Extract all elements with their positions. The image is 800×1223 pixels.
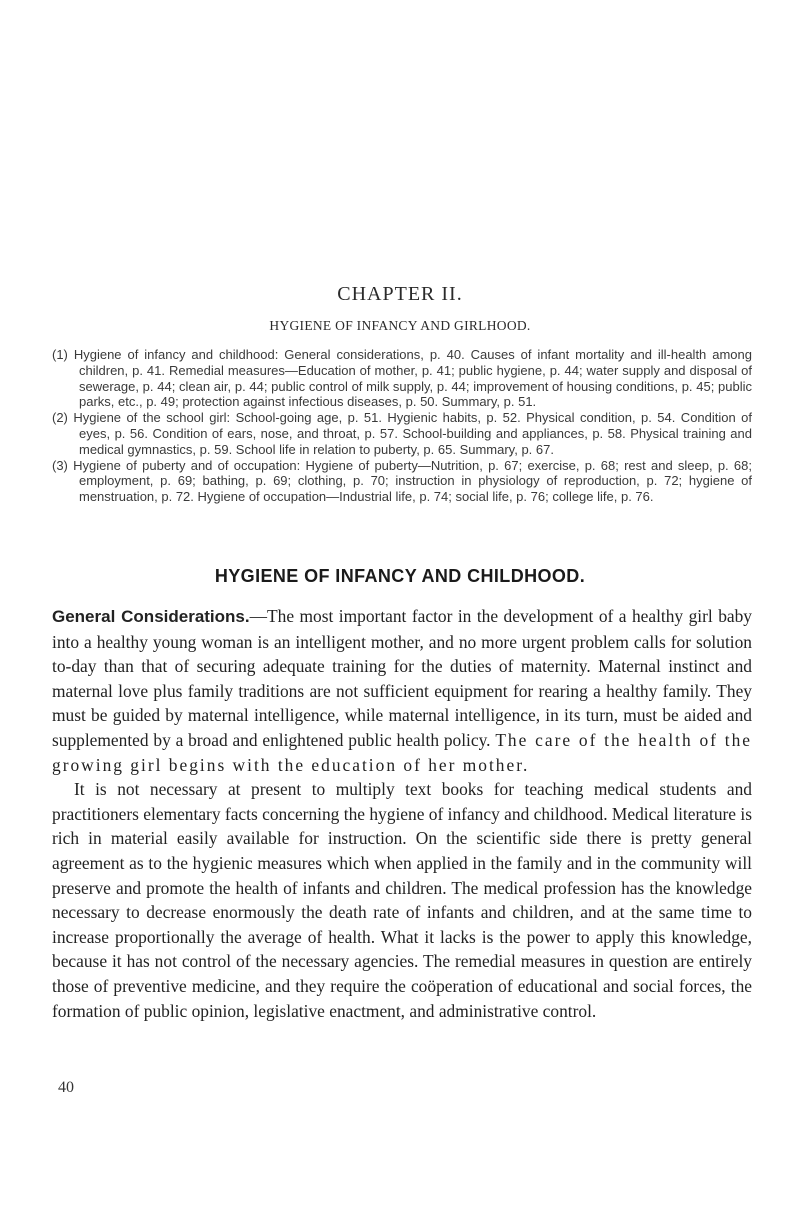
synopsis-item: [52, 458, 752, 505]
synopsis-text: Hygiene of puberty and of occupation: Hygiene of puberty—Nutrition, p. 67; exercise, p. 68; rest and sleep, p. 68; employment, p. 69; bathing, p. 69; clothing, p. 70; instruction in physiology of reproduction, p. 72; hygiene of menstruation, p. 72. Hygiene of occupation—Industrial life, p. 74; social life, p. 76; college life, p. 76.: [73, 457, 752, 505]
synopsis-number: (1): [52, 347, 68, 362]
synopsis-number: (2): [52, 410, 68, 426]
body-text: [52, 604, 752, 1023]
synopsis-item: [52, 410, 752, 457]
page-number: 40: [58, 1079, 74, 1096]
paragraph: It is not necessary at present to multiply text books for teaching medical students and practitioners elementary facts concerning the hygiene of infancy and childhood. Medical literature is rich in material easily available for instruction. On the scientific side there is pretty general agreement as to the hygienic measures which when applied in the family and in the community will preserve and promote the health of infants and children. The medical profession has the knowledge necessary to decrease enormously the death rate of infants and children, and at the same time to increase proportionally the average of health. What it lacks is the power to apply this knowledge, because it has not control of the necessary agencies. The remedial measures in question are entirely those of preventive medicine, and they require the coöperation of educational and social forces, the formation of public opinion, legislative enactment, and administrative control.: [52, 779, 752, 1021]
emphasized-sentence: The care of the health of the growing girl begins with the education of her mother.: [52, 729, 753, 775]
synopsis-item: [52, 347, 752, 410]
synopsis-text: Hygiene of infancy and childhood: General considerations, p. 40. Causes of infant mortality and ill-health among children, p. 41. Remedial measures—Education of mother, p. 41; public hygiene, p. 44; water supply and disposal of sewerage, p. 44; clean air, p. 44; public control of milk supply, p. 44; improvement of housing conditions, p. 45; public parks, etc., p. 49; protection against infectious diseases, p. 50. Summary, p. 51.: [73, 347, 752, 410]
section-heading: HYGIENE OF INFANCY AND CHILDHOOD.: [214, 566, 586, 586]
run-in-heading: General Considerations.: [52, 607, 250, 626]
chapter-synopsis: [52, 347, 752, 505]
chapter-title: CHAPTER II.: [337, 283, 463, 305]
chapter-subtitle: HYGIENE OF INFANCY AND GIRLHOOD.: [269, 318, 531, 333]
paragraph-text: —The most important factor in the development of a healthy girl baby into a healthy young woman is an intelligent mother, and no more urgent problem calls for solution to-day than that of securing adequate training for the duties of maternity. Maternal instinct and maternal love plus family traditions are not sufficient equipment for rearing a healthy family. They must be guided by maternal intelligence, while maternal intelligence, in its turn, must be aided and supplemented by a broad and enlightened public health policy.: [52, 606, 752, 750]
synopsis-text: Hygiene of the school girl: School-going age, p. 51. Hygienic habits, p. 52. Physical condition, p. 54. Condition of eyes, p. 56. Condition of ears, nose, and throat, p. 57. School-building and appliances, p. 58. Physical training and medical gymnastics, p. 59. School life in relation to puberty, p. 65. Summary, p. 67.: [73, 410, 752, 457]
paragraph: [52, 604, 752, 777]
synopsis-number: (3): [52, 457, 68, 473]
